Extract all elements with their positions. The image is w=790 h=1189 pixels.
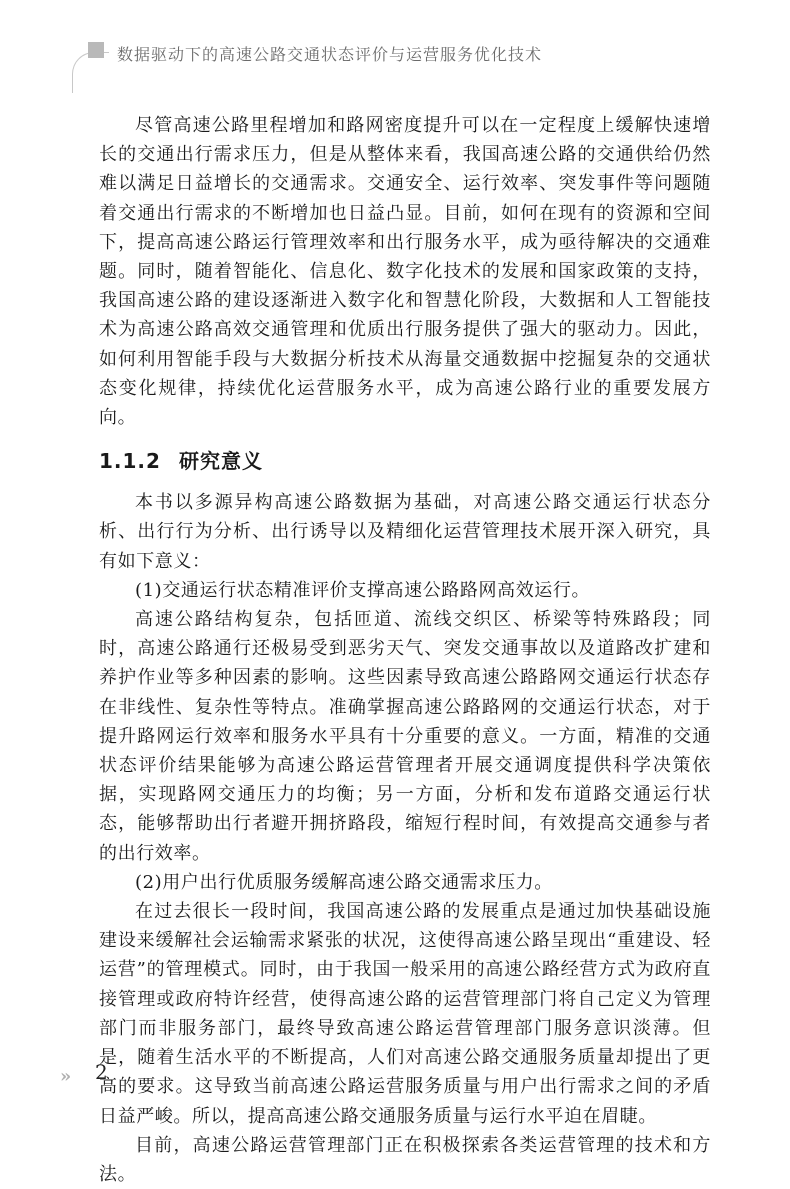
paragraph-intro: 本书以多源异构高速公路数据为基础，对高速公路交通运行状态分析、出行行为分析、出行诱导以及精细化运营管理技术展开深入研究，具有如下意义：: [99, 492, 711, 572]
paragraph-service-quality: 在过去很长一段时间，我国高速公路的发展重点是通过加快基础设施建设来缓解社会运输需求紧张的状况，这使得高速公路呈现出“重建设、轻运营”的管理模式。同时，由于我国一般采用的高速公路经营方式为政府直接管理或政府特许经营，使得高速公路的运营管理部门将自己定义为管理部门而非服务部门，最终导致高速公路运营管理部门服务意识淡薄。但是，随着生活水平的不断提高，人们对高速公路交通服务质量却提出了更高的要求。这导致当前高速公路运营服务质量与用户出行需求之间的矛盾日益严峻。所以，提高高速公路交通服务质量与运行水平迫在眉睫。: [99, 901, 711, 1127]
section-number: 1.1.2: [99, 449, 161, 474]
page-body: [99, 111, 711, 1189]
paragraph-background: 尽管高速公路里程增加和路网密度提升可以在一定程度上缓解快速增长的交通出行需求压力，但是从整体来看，我国高速公路的交通供给仍然难以满足日益增长的交通需求。交通安全、运行效率、突发事件等问题随着交通出行需求的不断增加也日益凸显。目前，如何在现有的资源和空间下，提高高速公路运行管理效率和出行服务水平，成为亟待解决的交通难题。同时，随着智能化、信息化、数字化技术的发展和国家政策的支持，我国高速公路的建设逐渐进入数字化和智慧化阶段，大数据和人工智能技术为高速公路高效交通管理和优质出行服务提供了强大的驱动力。因此，如何利用智能手段与大数据分析技术从海量交通数据中挖掘复杂的交通状态变化规律，持续优化运营服务水平，成为高速公路行业的重要发展方向。: [99, 115, 711, 429]
paragraph-current-status: 目前，高速公路运营管理部门正在积极探索各类运营管理的技术和方法。: [99, 1134, 711, 1185]
chevron-right-icon: »: [60, 1066, 69, 1087]
section-heading: [99, 446, 711, 476]
running-header: [0, 0, 790, 86]
section-title: 研究意义: [178, 449, 263, 474]
paragraph-traffic-state: 高速公路结构复杂，包括匝道、流线交织区、桥梁等特殊路段；同时，高速公路通行还极易受到恶劣天气、突发交通事故以及道路改扩建和养护作业等多种因素的影响。这些因素导致高速公路路网交通运行状态存在非线性、复杂性等特点。准确掌握高速公路路网的交通运行状态，对于提升路网运行效率和服务水平具有十分重要的意义。一方面，精准的交通状态评价结果能够为高速公路运营管理者开展交通调度提供科学决策依据，实现路网交通压力的均衡；另一方面，分析和发布道路交通运行状态，能够帮助出行者避开拥挤路段，缩短行程时间，有效提高交通参与者的出行效率。: [99, 609, 711, 864]
list-item-1: (1)交通运行状态精准评价支撑高速公路路网高效运行。: [135, 579, 591, 601]
header-decoration-arc: [72, 52, 109, 93]
page-number: 2: [95, 1060, 108, 1084]
running-header-title: 数据驱动下的高速公路交通状态评价与运营服务优化技术: [117, 45, 543, 64]
list-item-2: (2)用户出行优质服务缓解高速公路交通需求压力。: [135, 871, 553, 893]
header-decoration-square: [88, 42, 104, 58]
